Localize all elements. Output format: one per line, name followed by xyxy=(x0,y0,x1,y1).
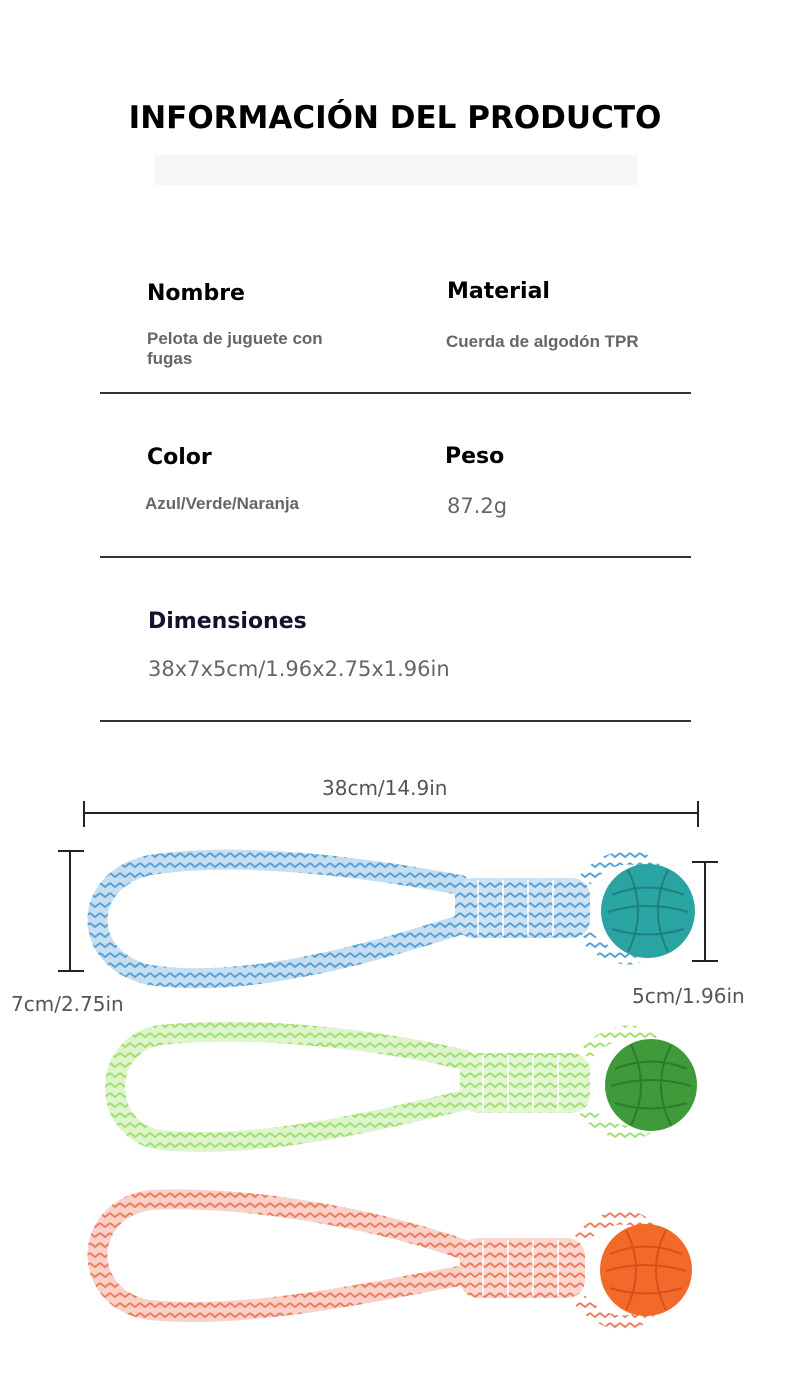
page-title: INFORMACIÓN DEL PRODUCTO xyxy=(128,100,662,136)
dimensions-label: Dimensiones xyxy=(148,609,307,634)
orange-rope-toy xyxy=(98,1199,693,1322)
length-dimension-label: 38cm/14.9in xyxy=(322,776,448,800)
weight-label: Peso xyxy=(445,444,505,469)
ball-dimension-label: 5cm/1.96in xyxy=(632,984,745,1008)
height-measure-line xyxy=(58,851,84,971)
weight-value: 87.2g xyxy=(447,494,508,518)
green-rope-toy xyxy=(115,1032,697,1142)
name-label: Nombre xyxy=(147,281,245,306)
dimensions-value: 38x7x5cm/1.96x2.75x1.96in xyxy=(148,657,450,681)
color-label: Color xyxy=(147,445,212,470)
length-measure-line xyxy=(84,801,698,827)
color-value: Azul/Verde/Naranja xyxy=(145,494,300,513)
height-dimension-label: 7cm/2.75in xyxy=(11,992,124,1016)
blue-rope-toy xyxy=(98,858,696,979)
name-value: Pelota de juguete con fugas xyxy=(147,329,323,368)
material-value: Cuerda de algodón TPR xyxy=(446,332,639,351)
orange-toy-ball xyxy=(600,1224,692,1316)
ball-measure-line xyxy=(692,862,718,961)
material-label: Material xyxy=(447,279,550,304)
green-toy-ball xyxy=(605,1039,697,1131)
